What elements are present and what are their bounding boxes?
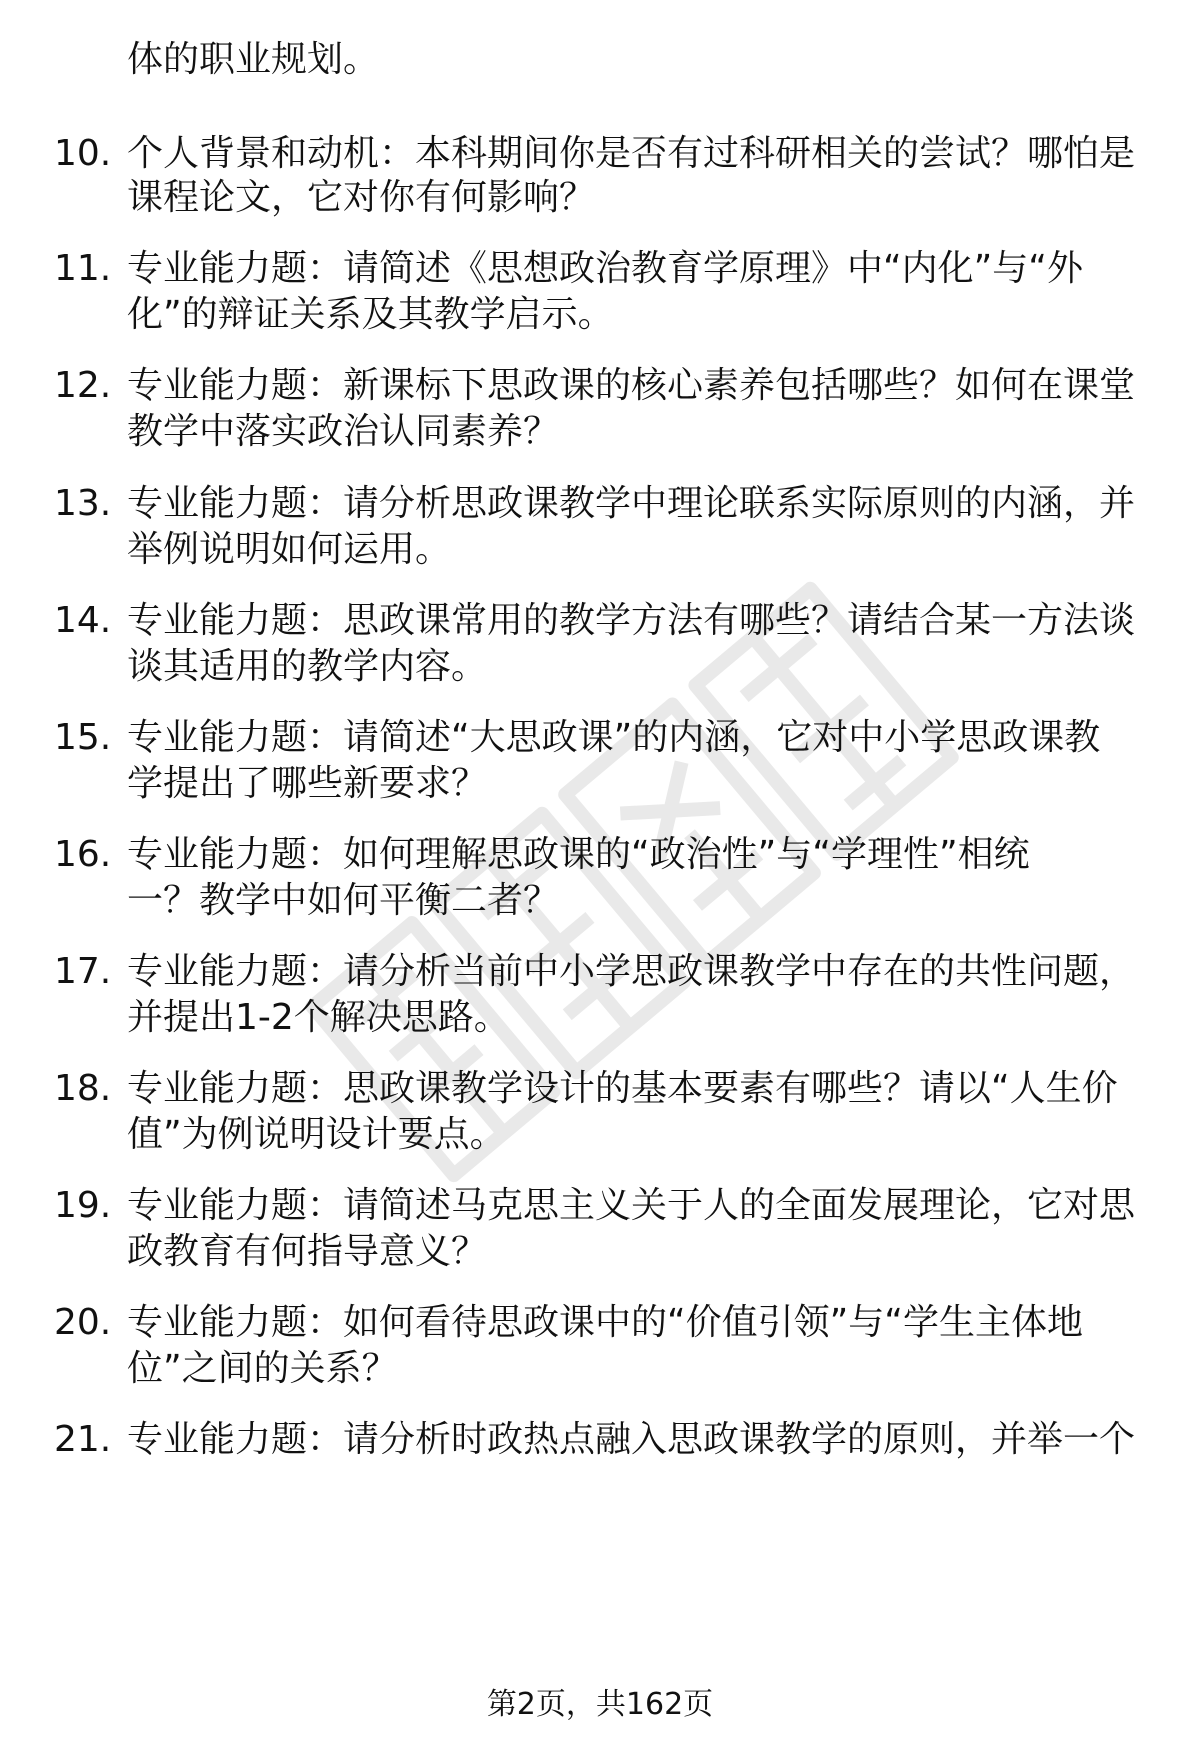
item-text-line: 专业能力题：如何理解思政课的“政治性”与“学理性”相统 [127, 834, 1030, 875]
item-text-line: 课程论文，它对你有何影响？ [127, 177, 596, 218]
item-text-line: 学提出了哪些新要求？ [127, 763, 488, 804]
item-number: 15. [54, 717, 112, 758]
item-text-line: 专业能力题：请分析思政课教学中理论联系实际原则的内涵，并 [127, 483, 1136, 524]
item-text-line: 政教育有何指导意义？ [127, 1231, 488, 1272]
item-number: 12. [54, 365, 112, 406]
item-number: 14. [54, 600, 112, 641]
item-number: 10. [54, 133, 112, 174]
item-number: 21. [54, 1419, 112, 1460]
page-footer: 第2页，共162页 [486, 1687, 714, 1722]
item-text-line: 专业能力题：请简述马克思主义关于人的全面发展理论，它对思 [127, 1185, 1136, 1226]
item-text-line: 举例说明如何运用。 [127, 529, 452, 570]
item-text-line: 化”的辩证关系及其教学启示。 [127, 294, 614, 335]
item-text-line: 专业能力题：思政课常用的教学方法有哪些？请结合某一方法谈 [127, 600, 1136, 641]
item-number: 19. [54, 1185, 112, 1226]
continuation-text: 体的职业规划。 [127, 39, 380, 80]
item-text-line: 值”为例说明设计要点。 [127, 1114, 506, 1155]
item-text-line: 专业能力题：请简述《思想政治教育学原理》中“内化”与“外 [127, 248, 1083, 289]
item-text-line: 谈其适用的教学内容。 [127, 646, 488, 687]
item-text-line: 专业能力题：思政课教学设计的基本要素有哪些？请以“人生价 [127, 1068, 1118, 1109]
item-number: 20. [54, 1302, 112, 1343]
item-text-line: 一？教学中如何平衡二者？ [127, 880, 560, 921]
item-number: 18. [54, 1068, 112, 1109]
item-number: 13. [54, 483, 112, 524]
item-text-line: 专业能力题：新课标下思政课的核心素养包括哪些？如何在课堂 [127, 365, 1136, 406]
item-number: 11. [54, 248, 112, 289]
item-text-line: 专业能力题：请分析当前中小学思政课教学中存在的共性问题， [127, 951, 1136, 992]
item-text-line: 位”之间的关系？ [127, 1348, 398, 1389]
item-text-line: 并提出1-2个解决思路。 [127, 997, 510, 1038]
item-text-line: 专业能力题：请简述“大思政课”的内涵，它对中小学思政课教 [127, 717, 1101, 758]
item-text-line: 专业能力题：请分析时政热点融入思政课教学的原则，并举一个 [127, 1419, 1136, 1460]
item-number: 17. [54, 951, 112, 992]
item-number: 16. [54, 834, 112, 875]
item-text-line: 教学中落实政治认同素养？ [127, 411, 560, 452]
item-text-line: 专业能力题：如何看待思政课中的“价值引领”与“学生主体地 [127, 1302, 1083, 1343]
item-text-line: 个人背景和动机：本科期间你是否有过科研相关的尝试？哪怕是 [127, 133, 1136, 174]
